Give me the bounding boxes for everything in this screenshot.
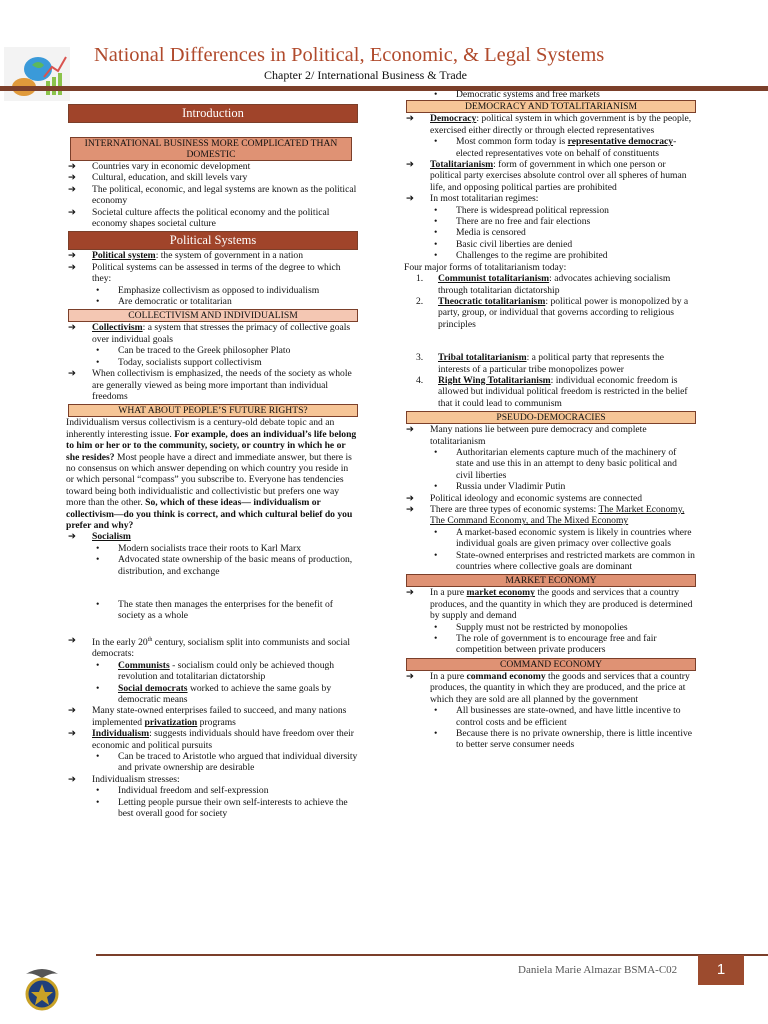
bullet-icon: •: [434, 446, 438, 458]
list-item: • Emphasize collectivism as opposed to individualism: [96, 284, 320, 296]
section-collectivism-individualism: COLLECTIVISM AND INDIVIDUALISM: [68, 309, 358, 322]
list-item: • Most common form today is representative democracy- elected representatives vote on behalf of constituents: [434, 136, 677, 159]
list-item: • There are no free and fair elections: [434, 216, 591, 228]
list-item: • All businesses are state-owned, and have little incentive to control costs and be efficient: [434, 705, 681, 728]
bullet-icon: •: [434, 250, 438, 262]
bullet-icon: •: [434, 89, 438, 100]
bullet-icon: •: [434, 705, 438, 717]
list-item: ➔ Societal culture affects the political economy and the political economy shapes societal culture: [68, 206, 330, 230]
bullet-icon: •: [434, 621, 438, 633]
section-market-economy: MARKET ECONOMY: [406, 574, 696, 587]
arrow-icon: ➔: [68, 183, 77, 195]
bullet-icon: •: [96, 284, 100, 296]
page-number: 1: [698, 955, 744, 985]
list-item: ➔ Collectivism: a system that stresses the primacy of collective goals over individual goals: [68, 322, 351, 345]
arrow-icon: ➔: [68, 634, 77, 646]
bullet-icon: •: [96, 599, 100, 610]
list-item: • Authoritarian elements capture much of the machinery of state and use this in an attempt to deny basic political and civil liberties: [434, 446, 677, 481]
list-item: ➔ Totalitarianism: form of government in which one person or political party exercises absolute control over all spheres of human life, and opposing political parties are prohibited: [406, 159, 687, 193]
list-item: • Russia under Vladimir Putin: [434, 481, 566, 493]
footer-rule: [96, 954, 768, 956]
bullet-icon: •: [434, 136, 438, 148]
arrow-icon: ➔: [68, 705, 77, 717]
list-item: ➔ The political, economic, and legal systems are known as the political economy: [68, 183, 357, 207]
list-item: ➔ In a pure market economy the goods and services that a country produces, and the quantity in which they are produced is determined by supply and demand: [406, 587, 693, 622]
footer-author: Daniela Marie Almazar BSMA-C02: [518, 964, 678, 976]
arrow-icon: ➔: [68, 261, 77, 273]
bullet-icon: •: [96, 682, 100, 694]
list-item: • Challenges to the regime are prohibited: [434, 250, 608, 262]
list-item: • There is widespread political repression: [434, 204, 609, 216]
list-item: 3. Tribal totalitarianism: a political party that represents the interests of a particular tribe monopolizes power: [416, 352, 665, 375]
list-item: ➔ Democracy: political system in which government is by the people, exercised either directly or through elected representatives: [406, 113, 692, 136]
list-item: • Can be traced to the Greek philosopher Plato: [96, 345, 291, 357]
section-future-rights: WHAT ABOUT PEOPLE’S FUTURE RIGHTS?: [68, 404, 358, 417]
page-title: National Differences in Political, Economic, & Legal Systems: [94, 44, 605, 66]
arrow-icon: ➔: [68, 368, 77, 380]
bullet-icon: •: [96, 542, 100, 554]
list-item: • Social democrats worked to achieve the same goals by democratic means: [96, 682, 332, 706]
list-item: • A market-based economic system is likely in countries where individual goals are given primacy over collective goals: [434, 526, 692, 550]
bullet-icon: •: [434, 204, 438, 216]
arrow-icon: ➔: [68, 206, 77, 218]
list-item: • Individual freedom and self-expression: [96, 785, 269, 797]
list-item: ➔ In the early 20th century, socialism split into communists and social democrats:: [68, 634, 350, 660]
list-item: • Communists - socialism could only be achieved though revolution and totalitarian dictatorship: [96, 659, 335, 683]
bullet-icon: •: [434, 227, 438, 239]
left-column: [66, 92, 358, 820]
list-item: • State-owned enterprises and restricted markets are common in countries where collective goals are dominant: [434, 549, 695, 573]
page-header: [0, 0, 768, 100]
arrow-icon: ➔: [406, 587, 415, 599]
arrow-icon: ➔: [406, 504, 415, 515]
list-item: ➔ Individualism stresses:: [68, 773, 180, 785]
list-item: ➔ Political system: the system of government in a nation: [68, 250, 304, 262]
arrow-icon: ➔: [406, 670, 415, 682]
arrow-icon: ➔: [68, 728, 77, 740]
bullet-icon: •: [96, 785, 100, 797]
bullet-icon: •: [96, 296, 100, 308]
list-item: • Supply must not be restricted by monopolies: [434, 621, 628, 633]
bullet-icon: •: [434, 238, 438, 250]
bullet-icon: •: [96, 751, 100, 763]
bullet-icon: •: [434, 633, 438, 645]
future-rights-paragraph: Individualism versus collectivism is a century-old debate topic and an inherently interesting issue. For example, does an individual’s life belong to him or her or to the community, society, or country in which he or she resides? Most people have a direct and immediate answer, but there is no consensus on which answer depending on which country you reside in or which personal “compass” you subscribe to. Everyone has tendencies toward being both individualistic and collectivistic but prefers one way more than the other. So, which of these ideas— individualism or collectivism—do you think is correct, and which cultural belief do you prefer and why?: [66, 417, 357, 531]
right-column: [404, 89, 696, 751]
arrow-icon: ➔: [68, 531, 77, 543]
list-item: ➔ There are three types of economic systems: The Market Economy, The Command Economy, and The Mixed Economy: [406, 504, 685, 527]
list-item: 1. Communist totalitarianism: advocates achieving socialism through totalitarian dictatorship: [416, 273, 671, 296]
bullet-icon: •: [434, 481, 438, 493]
list-item: • Today, socialists support collectivism: [96, 356, 262, 368]
seal-icon: [22, 964, 62, 1012]
section-introduction: Introduction: [68, 104, 358, 123]
list-item: • Democratic systems and free markets: [434, 89, 600, 100]
bullet-icon: •: [96, 345, 100, 357]
list-item: ➔ Countries vary in economic development: [68, 161, 251, 172]
bullet-icon: •: [434, 727, 438, 739]
list-item: ➔ Cultural, education, and skill levels vary: [68, 172, 248, 184]
list-item: ➔ Individualism: suggests individuals should have freedom over their economic and political pursuits: [68, 728, 354, 751]
list-item: ➔ Many nations lie between pure democracy and complete totalitarianism: [406, 424, 647, 447]
list-item: • Advocated state ownership of the basic means of production, distribution, and exchange: [96, 554, 353, 577]
list-item: • Letting people pursue their own self-interests to achieve the best overall good for society: [96, 796, 348, 820]
list-item: ➔ Political ideology and economic systems are connected: [406, 492, 643, 504]
list-item: ➔ Socialism: [68, 531, 131, 543]
arrow-icon: ➔: [68, 250, 77, 262]
arrow-icon: ➔: [68, 172, 77, 184]
bullet-icon: •: [434, 549, 438, 561]
bullet-icon: •: [96, 356, 100, 368]
section-pseudo-democracies: PSEUDO-DEMOCRACIES: [406, 411, 696, 424]
arrow-icon: ➔: [406, 113, 415, 125]
arrow-icon: ➔: [68, 161, 77, 172]
list-item: • Because there is no private ownership, there is little incentive to better serve consumer needs: [434, 727, 693, 751]
list-item: 2. Theocratic totalitarianism: political power is monopolized by a party, group, or individual that governs according to religious principles: [416, 295, 689, 330]
arrow-icon: ➔: [406, 193, 415, 205]
bullet-icon: •: [96, 554, 100, 566]
list-item: ➔ Political systems can be assessed in terms of the degree to which they:: [68, 261, 341, 285]
list-item: • Modern socialists trace their roots to Karl Marx: [96, 542, 302, 554]
page-subtitle: Chapter 2/ International Business & Trade: [264, 68, 467, 82]
list-item: • Basic civil liberties are denied: [434, 238, 573, 250]
list-item: • The role of government is to encourage free and fair competition between private producers: [434, 633, 657, 656]
list-item: • Can be traced to Aristotle who argued that individual diversity and private ownership are desirable: [96, 751, 358, 774]
bullet-icon: •: [434, 526, 438, 538]
logo-image: [4, 47, 70, 101]
bullet-icon: •: [434, 216, 438, 228]
bullet-icon: •: [96, 659, 100, 671]
bullet-icon: •: [96, 796, 100, 808]
list-item: • The state then manages the enterprises for the benefit of society as a whole: [96, 599, 333, 622]
arrow-icon: ➔: [68, 773, 77, 785]
list-item: 4. Right Wing Totalitarianism: individual economic freedom is allowed but individual political freedom is restricted in the belief that it could lead to communism: [416, 374, 688, 409]
section-intl-business: INTERNATIONAL BUSINESS MORE COMPLICATED THAN DOMESTIC: [70, 137, 352, 161]
section-political-systems: Political Systems: [68, 231, 358, 250]
section-command-economy: COMMAND ECONOMY: [406, 658, 696, 671]
section-democracy-totalitarianism: DEMOCRACY AND TOTALITARIANISM: [406, 100, 696, 113]
list-item: ➔ Many state-owned enterprises failed to succeed, and many nations implemented privatization programs: [68, 705, 347, 728]
list-item: ➔ In most totalitarian regimes:: [406, 193, 539, 205]
four-forms-label: Four major forms of totalitarianism today:: [404, 261, 567, 273]
arrow-icon: ➔: [406, 492, 415, 504]
list-item: ➔ When collectivism is emphasized, the needs of the society as whole are generally viewed as being more important than individual freedoms: [68, 368, 352, 402]
arrow-icon: ➔: [68, 322, 77, 334]
list-item: • Are democratic or totalitarian: [96, 296, 232, 308]
list-item: • Media is censored: [434, 227, 526, 239]
arrow-icon: ➔: [406, 159, 415, 171]
arrow-icon: ➔: [406, 424, 415, 436]
list-item: ➔ In a pure command economy the goods and services that a country produces, the quantity in which they are produced, and the price at which they are sold are all planned by the government: [406, 670, 690, 705]
